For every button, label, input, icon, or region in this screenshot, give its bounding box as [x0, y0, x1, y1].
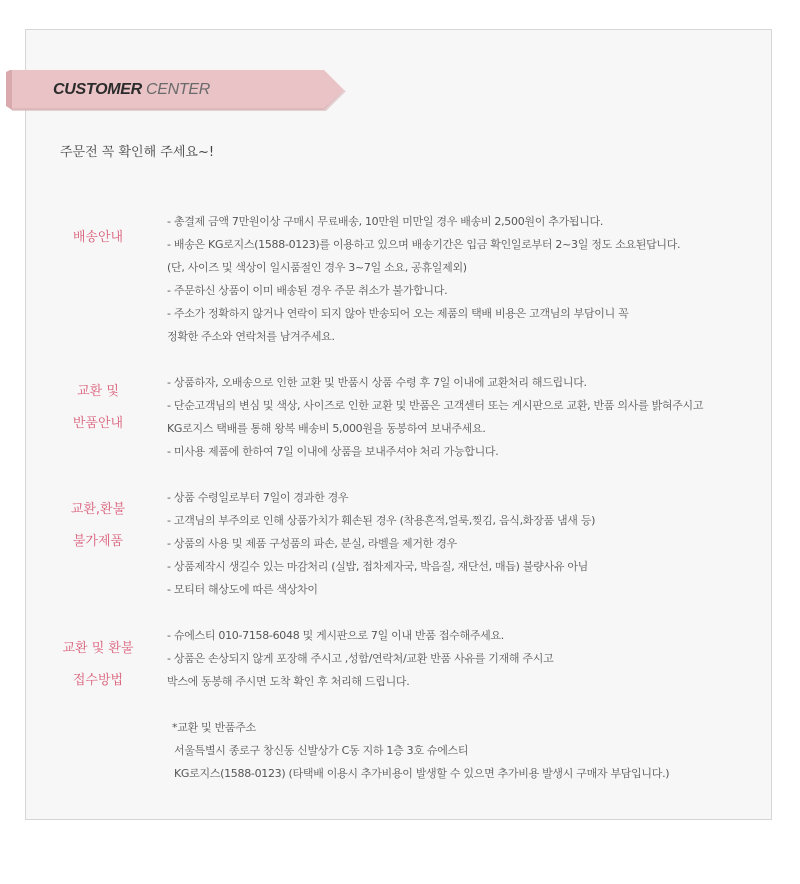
non-returnable-line: - 상품제작시 생길수 있는 마감처리 (실밥, 접차제자국, 박음질, 재단선, 매듭) 불량사유 아님 — [167, 560, 589, 573]
shipping-line: (단, 사이즈 및 색상이 일시품절인 경우 3~7일 소요, 공휴일제외) — [167, 261, 467, 274]
shipping-line: - 주소가 정확하지 않거나 연락이 되지 않아 반송되어 오는 제품의 택배 비용은 고객님의 부담이니 꼭 — [167, 307, 629, 320]
section-title-line: 교환 및 — [77, 384, 119, 399]
apply-line: - 상품은 손상되지 않게 포장해 주시고 ,성함/연락처/교환 반품 사유를 기재해 주시고 — [167, 652, 554, 665]
exchange-line: - 단순고객님의 변심 및 색상, 사이즈로 인한 교환 및 반품은 고객센터 또는 게시판으로 교환, 반품 의사를 밝혀주시고 — [167, 399, 704, 412]
non-returnable-line: - 모티터 해상도에 따른 색상차이 — [167, 583, 318, 596]
return-address-label: *교환 및 반품주소 — [172, 721, 256, 734]
non-returnable-line: - 고객님의 부주의로 인해 상품가치가 훼손된 경우 (착용흔적,얼룩,찢김, 음식,화장품 냄새 등) — [167, 514, 596, 527]
shipping-line: - 배송은 KG로지스(1588-0123)를 이용하고 있으며 배송기간은 입금 확인일로부터 2~3일 정도 소요된답니다. — [167, 238, 681, 251]
section-title-line: 접수방법 — [72, 673, 124, 688]
apply-line: - 슈에스티 010-7158-6048 및 게시판으로 7일 이내 반품 접수해주세요. — [167, 629, 505, 642]
apply-line: 박스에 동봉해 주시면 도착 확인 후 처리해 드립니다. — [167, 675, 410, 688]
return-address: 서울특별시 종로구 창신동 신발상가 C동 지하 1층 3호 슈에스티 — [174, 744, 469, 757]
section-title-line: 불가제품 — [72, 534, 124, 549]
return-courier-note: KG로지스(1588-0123) (타택배 이용시 추가비용이 발생할 수 있으면 추가비용 발생시 구매자 부담입니다.) — [174, 767, 670, 780]
customer-center-ribbon — [6, 70, 344, 110]
section-title-line: 반품안내 — [72, 416, 124, 431]
exchange-line: KG로지스 택배를 통해 왕복 배송비 5,000원을 동봉하여 보내주세요. — [167, 422, 486, 435]
intro-text: 주문전 꼭 확인해 주세요~! — [60, 145, 215, 160]
section-title-non-returnable — [48, 494, 148, 558]
non-returnable-line: - 상품 수령일로부터 7일이 경과한 경우 — [167, 491, 349, 504]
section-title-line: 교환 및 환불 — [62, 641, 134, 656]
customer-center-heading — [53, 81, 210, 99]
exchange-line: - 상품하자, 오배송으로 인한 교환 및 반품시 상품 수령 후 7일 이내에 교환처리 해드립니다. — [167, 376, 587, 389]
heading-light: CENTER — [146, 81, 211, 98]
shipping-line: - 주문하신 상품이 이미 배송된 경우 주문 취소가 불가합니다. — [167, 284, 448, 297]
exchange-line: - 미사용 제품에 한하여 7일 이내에 상품을 보내주셔야 처리 가능합니다. — [167, 445, 499, 458]
section-title-line: 교환,환불 — [70, 502, 126, 517]
shipping-line: 정확한 주소와 연락처를 남겨주세요. — [167, 330, 335, 343]
section-title-exchange-return — [48, 376, 148, 440]
shipping-line: - 총결제 금액 7만원이상 구매시 무료배송, 10만원 미만일 경우 배송비 2,500원이 추가됩니다. — [167, 215, 604, 228]
heading-bold: CUSTOMER — [53, 81, 142, 98]
section-title-shipping — [48, 222, 148, 254]
section-title-line: 배송안내 — [72, 230, 124, 245]
non-returnable-line: - 상품의 사용 및 제품 구성품의 파손, 분실, 라벨을 제거한 경우 — [167, 537, 457, 550]
section-title-how-to-apply — [48, 633, 148, 697]
